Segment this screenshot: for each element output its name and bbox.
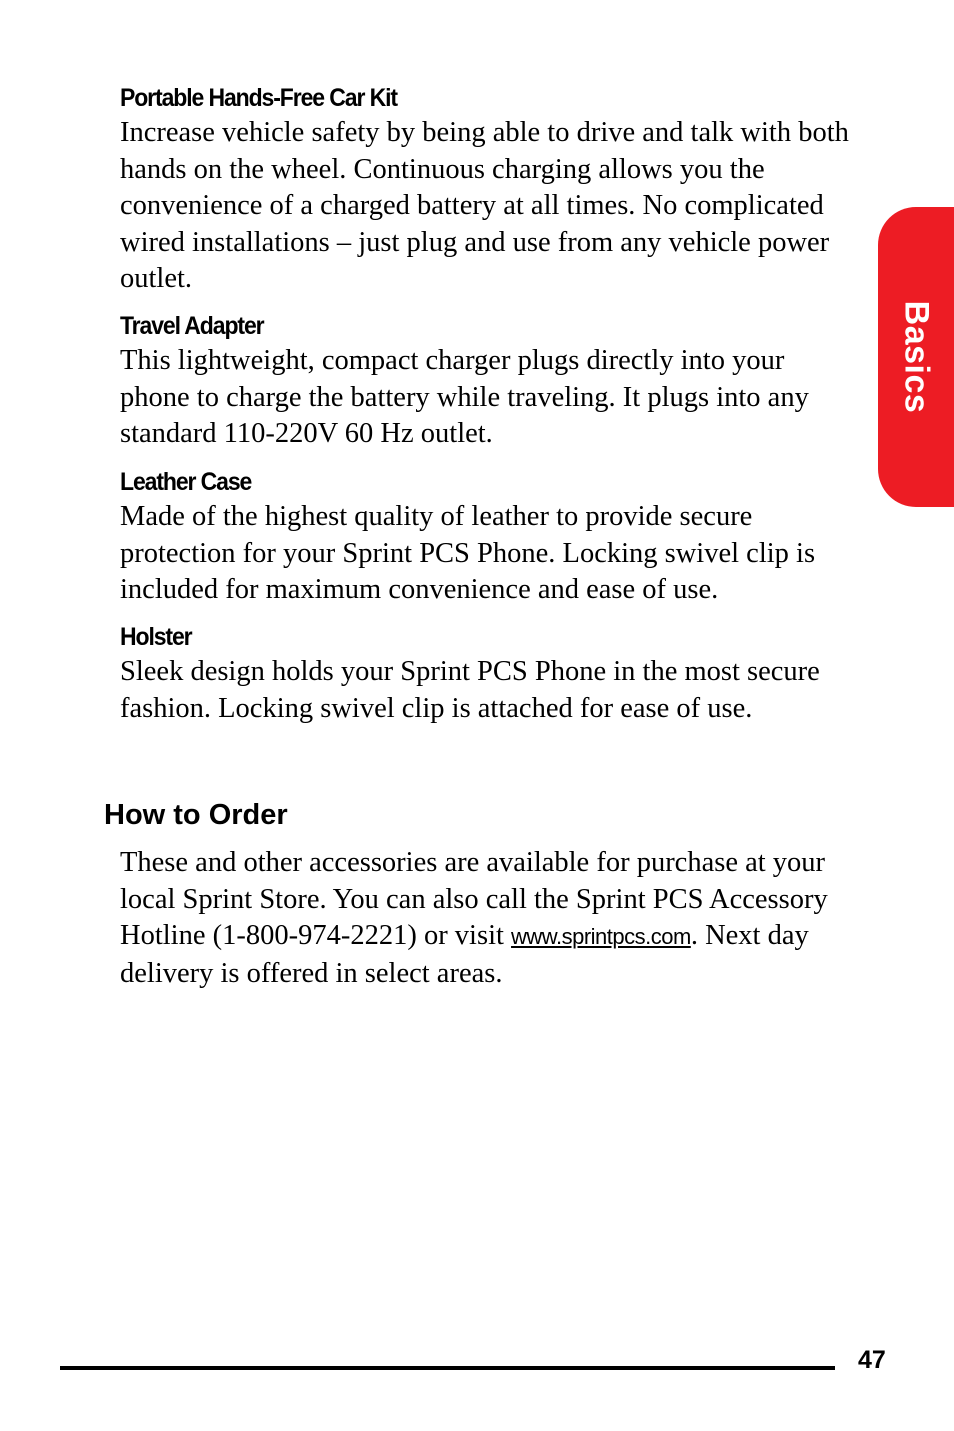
accessory-title: Portable Hands-Free Car Kit xyxy=(120,84,397,112)
accessory-title: Holster xyxy=(120,623,192,651)
page-number: 47 xyxy=(858,1346,886,1374)
accessory-leather-case xyxy=(120,467,850,609)
section-tab-label: Basics xyxy=(897,300,936,414)
accessory-car-kit xyxy=(120,83,850,298)
sprintpcs-link[interactable]: www.sprintpcs.com xyxy=(511,924,691,949)
how-to-order-heading: How to Order xyxy=(104,799,288,831)
accessory-description: Made of the highest quality of leather to provide secure protection for your Sprint PCS Phone. Locking swivel clip is included for maximum convenience and ease of use. xyxy=(120,501,816,605)
accessory-description: Sleek design holds your Sprint PCS Phone in the most secure fashion. Locking swivel clip is attached for ease of use. xyxy=(120,656,820,724)
accessory-title: Leather Case xyxy=(120,468,252,496)
footer-rule xyxy=(60,1366,835,1370)
accessory-description: Increase vehicle safety by being able to drive and talk with both hands on the wheel. Continuous charging allows you the convenience of a charged battery at all times. No complicated wired installations – just plug and use from any vehicle power outlet. xyxy=(120,117,849,294)
order-text-start: These and other accessories are available for purchase at your local Sprint Store. You can also call the Sprint PCS Accessory Hotline (1-800-974-2221) or visit xyxy=(120,847,828,951)
order-text-end: . Next day delivery is offered in select areas. xyxy=(120,920,809,989)
accessory-travel-adapter xyxy=(120,311,850,453)
accessory-title: Travel Adapter xyxy=(120,312,264,340)
how-to-order-text xyxy=(120,845,850,992)
accessory-description: This lightweight, compact charger plugs directly into your phone to charge the battery while traveling. It plugs into any standard 110-220V 60 Hz outlet. xyxy=(120,345,809,449)
section-tab-basics xyxy=(878,207,954,507)
accessory-holster xyxy=(120,622,850,727)
